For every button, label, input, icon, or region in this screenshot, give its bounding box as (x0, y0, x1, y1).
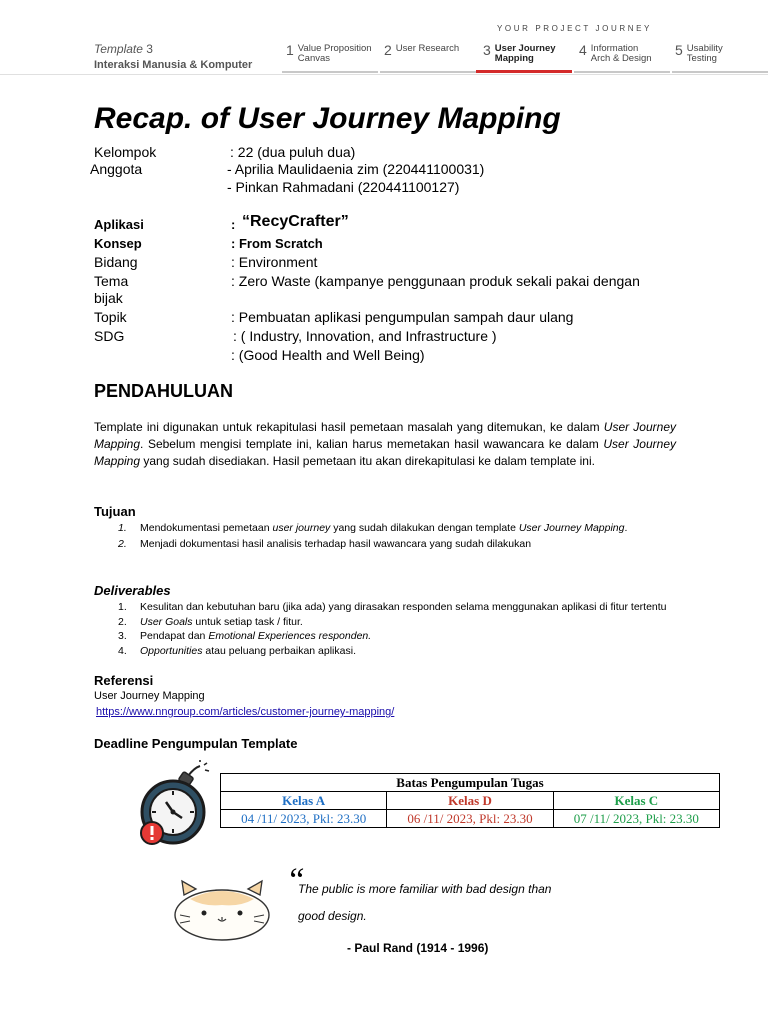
tujuan-list (94, 521, 668, 551)
step-number: 1 (286, 42, 294, 58)
step-number: 4 (579, 42, 587, 58)
step-label: Usability Testing (686, 43, 723, 64)
template-number: 3 (146, 42, 153, 56)
course-name: Interaksi Manusia & Komputer (94, 59, 253, 71)
member-2: - Pinkan Rahmadani (220441100127) (227, 179, 460, 195)
step-bar-4 (574, 71, 670, 73)
sdg-value-1: : ( Industry, Innovation, and Infrastructure ) (233, 328, 497, 344)
step-label: Information Arch & Design (590, 43, 652, 64)
tema-continued: bijak (94, 290, 123, 306)
intro-paragraph: Template ini digunakan untuk rekapitulasi hasil pemetaan masalah yang ditemukan, ke dalam User Journey Mapping. Sebelum mengisi template ini, kalian harus memetakan hasil wawancara ke dalam User Journey Mapping yang sudah disediakan. Hasil pemetaan itu akan direkapitulasi ke dalam template ini. (94, 420, 676, 468)
step-number: 3 (483, 42, 491, 58)
step-label: User Journey Mapping (494, 43, 556, 64)
step-number: 5 (675, 42, 683, 58)
step-label: Value Proposition Canvas (297, 43, 372, 64)
step-label: User Research (395, 43, 460, 54)
class-c-deadline: 07 /11/ 2023, Pkl: 23.30 (553, 810, 719, 828)
tujuan-heading: Tujuan (94, 504, 136, 519)
step-bar-5 (672, 71, 768, 73)
journey-label: YOUR PROJECT JOURNEY (497, 24, 652, 33)
template-label (94, 42, 153, 56)
quote-text: The public is more familiar with bad design than good design. (298, 882, 552, 923)
step-bar-3-active (476, 70, 572, 73)
list-item: 4. Opportunities atau peluang perbaikan aplikasi. (118, 644, 356, 657)
list-item: 2. Menjadi dokumentasi hasil analisis terhadap hasil wawancara yang sudah dilakukan (118, 537, 532, 550)
project-journey-steps (282, 40, 768, 74)
deadline-table (220, 773, 720, 828)
list-item: 1. Kesulitan dan kebutuhan baru (jika ada) yang dirasakan responden selama menggunakan aplikasi di fitur tertentu (118, 601, 667, 613)
page-title: Recap. of User Journey Mapping (94, 102, 561, 135)
kelompok-label: Kelompok (94, 144, 157, 160)
referensi-link[interactable]: https://www.nngroup.com/articles/customer-journey-mapping/ (96, 706, 395, 718)
header-divider (0, 74, 768, 75)
list-item: 1. Mendokumentasi pemetaan user journey yang sudah dilakukan dengan template User Journey Mapping. (118, 522, 628, 534)
class-c-header: Kelas C (553, 792, 719, 810)
deadline-heading: Deadline Pengumpulan Template (94, 736, 298, 751)
step-number: 2 (384, 42, 392, 58)
topik-value: : Pembuatan aplikasi pengumpulan sampah daur ulang (231, 309, 574, 325)
table-header-row (221, 792, 720, 810)
bidang-label: Bidang (94, 254, 138, 270)
aplikasi-label: Aplikasi (94, 217, 144, 232)
list-item: 2. User Goals untuk setiap task / fitur. (118, 615, 303, 628)
tema-value: : Zero Waste (kampanye penggunaan produk sekali pakai dengan (231, 273, 640, 289)
step-4 (579, 40, 652, 74)
stopwatch-bomb-icon (136, 760, 216, 846)
table-row (221, 810, 720, 828)
member-1: - Aprilia Maulidaenia zim (220441100031) (227, 161, 485, 177)
quote-mark: “ (286, 862, 305, 899)
list-item: 3. Pendapat dan Emotional Experiences responden. (118, 630, 372, 642)
step-5 (675, 40, 723, 74)
topik-label: Topik (94, 309, 127, 325)
step-1 (286, 40, 372, 74)
class-d-deadline: 06 /11/ 2023, Pkl: 23.30 (387, 810, 553, 828)
referensi-text: User Journey Mapping (94, 690, 205, 702)
hamster-icon (170, 877, 274, 941)
table-caption: Batas Pengumpulan Tugas (221, 774, 720, 792)
aplikasi-value: “RecyCrafter” (242, 213, 349, 230)
step-bar-2 (380, 71, 476, 73)
step-bar-1 (282, 71, 378, 73)
konsep-label: Konsep (94, 236, 142, 251)
class-d-header: Kelas D (387, 792, 553, 810)
bidang-value: : Environment (231, 254, 318, 270)
step-2 (384, 40, 459, 74)
sdg-value-2: : (Good Health and Well Being) (231, 347, 425, 363)
step-3 (483, 40, 556, 74)
konsep-value: : From Scratch (231, 236, 323, 251)
aplikasi-colon: : (231, 217, 236, 232)
deliverables-list (94, 600, 668, 658)
class-a-deadline: 04 /11/ 2023, Pkl: 23.30 (221, 810, 387, 828)
referensi-heading: Referensi (94, 673, 154, 688)
anggota-label: Anggota (90, 161, 143, 177)
table-caption-row (221, 774, 720, 792)
class-a-header: Kelas A (221, 792, 387, 810)
intro-heading: PENDAHULUAN (94, 381, 233, 401)
sdg-label: SDG (94, 328, 125, 344)
template-word: Template (94, 42, 143, 56)
quote-author: - Paul Rand (1914 - 1996) (347, 941, 489, 955)
deliverables-heading: Deliverables (94, 583, 171, 598)
kelompok-value: : 22 (dua puluh dua) (230, 144, 356, 160)
tema-label: Tema (94, 273, 129, 289)
